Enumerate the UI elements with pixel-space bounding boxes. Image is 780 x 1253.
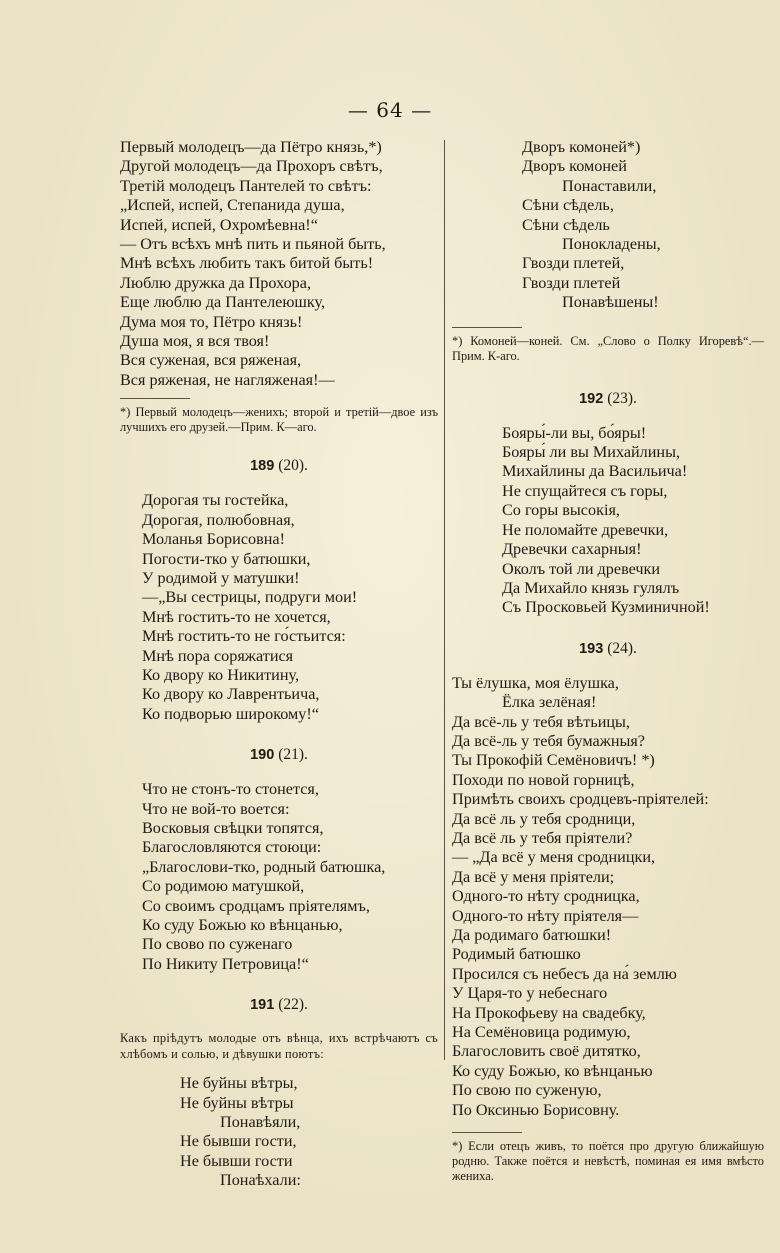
verse-line: Мнѣ гостить-то не хочется, bbox=[142, 607, 331, 626]
section-sub: (22). bbox=[278, 996, 308, 1014]
verse-line: Гвозди плетей, bbox=[522, 254, 625, 273]
verse-line: Да всё у меня пріятели; bbox=[452, 867, 615, 886]
verse-line: Моланья Борисовна! bbox=[142, 530, 285, 549]
verse-line: Одного-то нѣту сродницка, bbox=[452, 887, 640, 906]
verse-line: Другой молодецъ—да Прохоръ свѣтъ, bbox=[120, 157, 383, 176]
verse-line: Погости-тко у батюшки, bbox=[142, 549, 311, 568]
verse-line: Не бывши гости bbox=[180, 1151, 293, 1170]
verse-line: Первый молодецъ—да Пётро князь,*) bbox=[120, 138, 382, 156]
verse-line: Душа моя, я вся твоя! bbox=[120, 332, 270, 351]
section-heading-190 bbox=[120, 746, 438, 764]
song-191 bbox=[120, 1074, 438, 1190]
verse-line: Что не вой-то воется: bbox=[142, 799, 290, 818]
section-number: 191 bbox=[250, 997, 275, 1014]
column-divider bbox=[444, 140, 445, 1060]
top-poem-right bbox=[452, 138, 764, 313]
verse-line: Да всё-ль у тебя вѣтьицы, bbox=[452, 712, 630, 731]
verse-line: У Царя-то у небеснаго bbox=[452, 984, 608, 1003]
verse-line: Понаставили, bbox=[562, 176, 657, 195]
verse-line: Древечки сахарныя! bbox=[502, 540, 642, 559]
section-number: 192 bbox=[579, 390, 604, 407]
verse-line: Околъ той ли древечки bbox=[502, 559, 661, 578]
verse-line: Дума моя то, Пётро князь! bbox=[120, 312, 303, 331]
verse-line: Дорогая ты гостейка, bbox=[142, 491, 289, 510]
verse-line: Ко суду Божью ко вѣнцанью, bbox=[142, 916, 343, 934]
verse-line: Еще люблю да Пантелеюшку, bbox=[120, 293, 326, 312]
left-column bbox=[120, 138, 438, 1191]
verse-line: Бояры́-ли вы, бо́яры! bbox=[502, 423, 647, 442]
section-sub: (24). bbox=[607, 639, 637, 657]
verse-line: „Испей, испей, Степанида душа, bbox=[120, 196, 345, 215]
footnote: *) Если отецъ живъ, то поётся про другую ближайшую родню. Также поётся и невѣстѣ, поминая ея имя вмѣсто жениха. bbox=[452, 1139, 764, 1184]
verse-line: Что не стонъ-то стонется, bbox=[142, 780, 319, 799]
footnote-rule bbox=[452, 327, 522, 328]
verse-line: Понавѣяли, bbox=[220, 1113, 301, 1132]
verse-line: По Оксинью Борисовну. bbox=[452, 1100, 620, 1119]
verse-line: Вся ряженая, не нагляженая!— bbox=[120, 370, 335, 389]
verse-line: Ко двору ко Лаврентьича, bbox=[142, 685, 320, 704]
verse-line: Мнѣ гостить-то не го́стьится: bbox=[142, 627, 346, 646]
verse-line: Ты Прокофій Семёновичъ! *) bbox=[452, 751, 655, 770]
page-number: — 64 — bbox=[347, 98, 433, 122]
section-number: 189 bbox=[250, 458, 275, 475]
verse-line: Восковыя свѣцки топятся, bbox=[142, 818, 324, 837]
verse-line: Со родимою матушкой, bbox=[142, 877, 305, 896]
verse-line: По свово по суженаго bbox=[142, 935, 293, 954]
verse-line: Не поломайте древечки, bbox=[502, 520, 669, 539]
verse-line: Мнѣ пора соряжатися bbox=[142, 646, 294, 665]
verse-line: Понавѣшены! bbox=[562, 293, 659, 312]
footnote: *) Первый молодецъ—женихъ; второй и третій—двое изъ лучшихъ его друзей.—Прим. К—аго. bbox=[120, 405, 438, 435]
section-number: 193 bbox=[579, 640, 604, 657]
verse-line: На Прокофьеву на свадебку, bbox=[452, 1003, 646, 1022]
verse-line: Сѣни сѣдель bbox=[522, 215, 610, 234]
section-sub: (23). bbox=[607, 389, 637, 407]
section-heading-191 bbox=[120, 996, 438, 1014]
section-sub: (20). bbox=[278, 457, 308, 475]
verse-line: — „Да всё у меня сродницки, bbox=[452, 848, 656, 867]
verse-line: Бояры́ ли вы Михайлины, bbox=[502, 443, 681, 462]
verse-line: Родимый батюшко bbox=[452, 945, 581, 964]
verse-line: Не буйны вѣтры bbox=[180, 1093, 294, 1112]
section-sub: (21). bbox=[278, 746, 308, 764]
verse-line: Ко двору ко Никитину, bbox=[142, 665, 299, 684]
verse-line: Понокладены, bbox=[562, 235, 661, 254]
verse-line: Испей, испей, Охромѣевна!“ bbox=[120, 215, 318, 234]
verse-line: Михайлины да Васильича! bbox=[502, 462, 688, 481]
verse-line: Люблю дружка да Прохора, bbox=[120, 273, 311, 292]
verse-line: По Никиту Петровица!“ bbox=[142, 954, 309, 973]
verse-line: Сѣни сѣдель, bbox=[522, 196, 614, 215]
verse-line: Третій молодецъ Пантелей то свѣтъ: bbox=[120, 176, 372, 195]
verse-line: Не спущайтеся съ горы, bbox=[502, 481, 668, 500]
verse-line: Да всё-ль у тебя бумажныя? bbox=[452, 731, 645, 750]
verse-line: Понаѣхали: bbox=[220, 1171, 301, 1190]
verse-line: —„Вы сестрицы, подруги мои! bbox=[142, 588, 358, 607]
verse-line: Примѣть своихъ сродцевъ-пріятелей: bbox=[452, 790, 709, 809]
verse-line: „Благослови-тко, родный батюшка, bbox=[142, 857, 386, 876]
top-poem-left bbox=[120, 138, 438, 390]
verse-line: Да Михайло князь гулялъ bbox=[502, 578, 680, 597]
verse-line: Ты ёлушка, моя ёлушка, bbox=[452, 673, 619, 692]
verse-line: Съ Просковьей Кузминичной! bbox=[502, 598, 710, 617]
verse-line: Вся суженая, вся ряженая, bbox=[120, 351, 302, 370]
section-number: 190 bbox=[250, 747, 275, 764]
song-190 bbox=[120, 780, 438, 974]
verse-line: Дворъ комоней bbox=[522, 157, 627, 176]
verse-line: Со своимъ сродцамъ пріятелямъ, bbox=[142, 896, 370, 915]
verse-line: Ко суду Божью, ко вѣнцанью bbox=[452, 1061, 653, 1080]
section-heading-193 bbox=[452, 640, 764, 658]
verse-line: Да всё ль у тебя пріятели? bbox=[452, 828, 633, 847]
section-heading-189 bbox=[120, 457, 438, 475]
verse-line: Ко подворью широкому!“ bbox=[142, 704, 319, 723]
footnote-rule bbox=[452, 1132, 522, 1133]
footnote: *) Комоней—коней. См. „Слово о Полку Игоревѣ“.—Прим. К-аго. bbox=[452, 333, 764, 363]
verse-line: Благословляются стоюци: bbox=[142, 838, 322, 857]
verse-line: На Семёновица родимую, bbox=[452, 1023, 631, 1042]
verse-line: По свою по суженую, bbox=[452, 1081, 602, 1100]
verse-line: Не бывши гости, bbox=[180, 1132, 297, 1151]
verse-line: Да родимаго батюшки! bbox=[452, 926, 612, 944]
verse-line: Со горы высокія, bbox=[502, 501, 620, 520]
song-193 bbox=[452, 674, 764, 1120]
verse-line: — Отъ всѣхъ мнѣ пить и пьяной быть, bbox=[120, 235, 386, 254]
right-column bbox=[452, 138, 764, 1184]
section-heading-192 bbox=[452, 390, 764, 408]
verse-line: Ёлка зелёная! bbox=[502, 693, 597, 712]
verse-line: Просился съ небесъ да на́ землю bbox=[452, 964, 677, 983]
verse-line: Да всё ль у тебя сродници, bbox=[452, 809, 636, 828]
verse-line: Гвозди плетей bbox=[522, 273, 621, 292]
verse-line: Не буйны вѣтры, bbox=[180, 1074, 298, 1093]
verse-line: Благословить своё дитятко, bbox=[452, 1042, 641, 1061]
song-189 bbox=[120, 491, 438, 724]
verse-line: У родимой у матушки! bbox=[142, 568, 300, 587]
verse-line: Походи по новой горницѣ, bbox=[452, 770, 635, 789]
verse-line: Дворъ комоней*) bbox=[522, 138, 641, 156]
song-intro: Какъ пріѣдутъ молодые отъ вѣнца, ихъ встрѣчаютъ съ хлѣбомъ и солью, и дѣвушки поютъ: bbox=[120, 1031, 438, 1062]
footnote-rule bbox=[120, 398, 190, 399]
verse-line: Дорогая, полюбовная, bbox=[142, 510, 295, 529]
verse-line: Одного-то нѣту пріятеля— bbox=[452, 906, 639, 925]
verse-line: Мнѣ всѣхъ любить такъ битой быть! bbox=[120, 254, 374, 273]
song-192 bbox=[452, 424, 764, 618]
